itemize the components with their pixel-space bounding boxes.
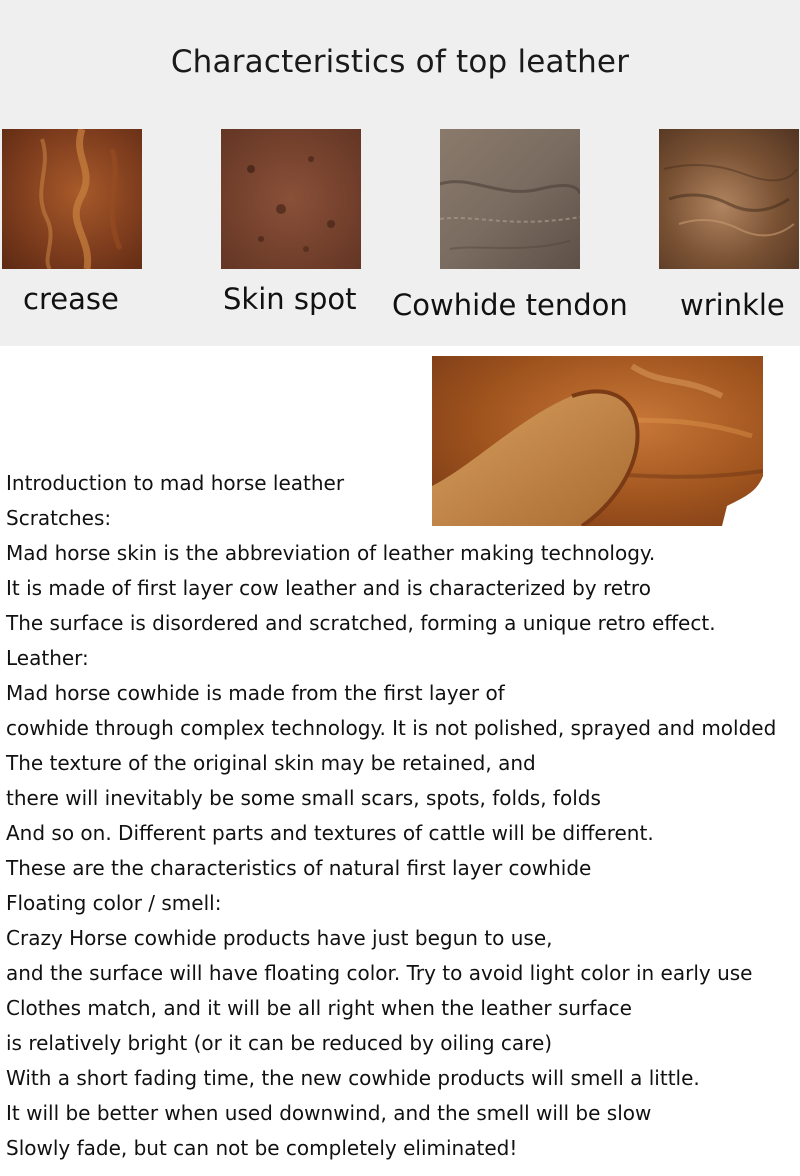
text-line: Mad horse skin is the abbreviation of leather making technology. xyxy=(6,541,656,565)
text-line: there will inevitably be some small scars, spots, folds, folds xyxy=(6,786,601,810)
introduction-text xyxy=(6,466,796,1166)
text-line: The surface is disordered and scratched, forming a unique retro effect. xyxy=(6,611,716,635)
panel-title: Characteristics of top leather xyxy=(170,44,630,80)
crease-leather-swatch xyxy=(2,129,142,269)
text-line: is relatively bright (or it can be reduced by oiling care) xyxy=(6,1031,553,1055)
text-line: Slowly fade, but can not be completely eliminated! xyxy=(6,1136,518,1160)
text-line: With a short fading time, the new cowhide products will smell a little. xyxy=(6,1066,700,1090)
text-line: Crazy Horse cowhide products have just begun to use, xyxy=(6,926,553,950)
cowhide-tendon-leather-swatch xyxy=(440,129,580,269)
swatch-label-cowhide-tendon: Cowhide tendon xyxy=(392,288,628,322)
text-line: It is made of first layer cow leather and is characterized by retro xyxy=(6,576,651,600)
text-line: and the surface will have floating color. Try to avoid light color in early use xyxy=(6,961,753,985)
text-line: Leather: xyxy=(6,646,89,670)
swatch-label-wrinkle: wrinkle xyxy=(680,288,785,322)
wrinkle-leather-swatch xyxy=(659,129,799,269)
text-line: Introduction to mad horse leather xyxy=(6,471,345,495)
text-line: cowhide through complex technology. It is not polished, sprayed and molded xyxy=(6,716,777,740)
skin-spot-leather-swatch xyxy=(221,129,361,269)
text-line: The texture of the original skin may be retained, and xyxy=(6,751,536,775)
swatch-label-skin-spot: Skin spot xyxy=(223,282,357,316)
swatch-label-crease: crease xyxy=(23,282,119,316)
text-line: And so on. Different parts and textures of cattle will be different. xyxy=(6,821,654,845)
text-line: It will be better when used downwind, and the smell will be slow xyxy=(6,1101,652,1125)
text-line: Scratches: xyxy=(6,506,112,530)
text-line: These are the characteristics of natural first layer cowhide xyxy=(6,856,592,880)
text-line: Clothes match, and it will be all right when the leather surface xyxy=(6,996,632,1020)
text-line: Mad horse cowhide is made from the first layer of xyxy=(6,681,505,705)
text-line: Floating color / smell: xyxy=(6,891,222,915)
